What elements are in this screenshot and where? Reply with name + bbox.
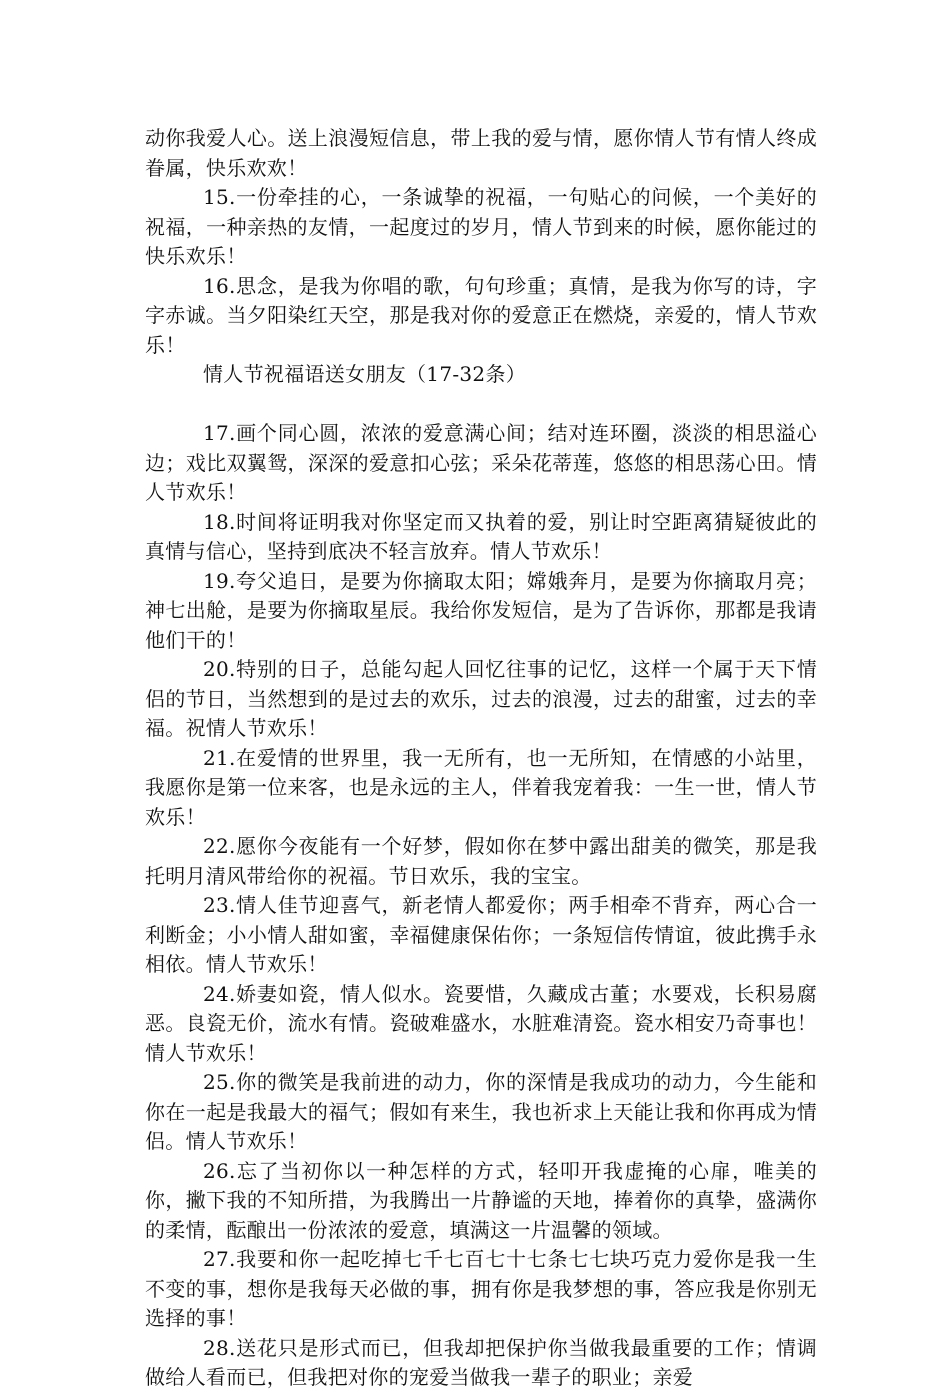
paragraph-item-28: 28.送花只是形式而已，但我却把保护你当做我最重要的工作；情调做给人看而已，但我把对你的宠爱当做我一辈子的职业；亲爱 (145, 1335, 817, 1389)
paragraph-item-20: 20.特别的日子，总能勾起人回忆往事的记忆，这样一个属于天下情侣的节日，当然想到的是过去的欢乐，过去的浪漫，过去的甜蜜，过去的幸福。祝情人节欢乐！ (145, 657, 817, 740)
paragraph-item-26: 26.忘了当初你以一种怎样的方式，轻叩开我虚掩的心扉，唯美的你，撇下我的不知所措，为我腾出一片静谧的天地，捧着你的真挚，盛满你的柔情，酝酿出一份浓浓的爱意，填满这一片温馨的领域。 (145, 1158, 817, 1242)
document-page (145, 124, 817, 1393)
paragraph-item-24: 24.娇妻如瓷，情人似水。瓷要惜，久藏成古董；水要戏，长积易腐恶。良瓷无价，流水有情。瓷破难盛水，水脏难清瓷。瓷水相安乃奇事也！情人节欢乐！ (145, 981, 817, 1065)
paragraph-item-25: 25.你的微笑是我前进的动力，你的深情是我成功的动力，今生能和你在一起是我最大的福气；假如有来生，我也祈求上天能让我和你再成为情侣。情人节欢乐！ (145, 1070, 817, 1153)
section-heading: 情人节祝福语送女朋友（17-32条） (203, 362, 527, 386)
section-spacer (145, 390, 817, 420)
paragraph-item-22: 22.愿你今夜能有一个好梦，假如你在梦中露出甜美的微笑，那是我托明月清风带给你的祝福。节日欢乐，我的宝宝。 (145, 834, 817, 888)
paragraph-item-23: 23.情人佳节迎喜气，新老情人都爱你；两手相牵不背弃，两心合一利断金；小小情人甜如蜜，幸福健康保佑你；一条短信传情谊，彼此携手永相依。情人节欢乐！ (145, 893, 817, 976)
paragraph-item-19: 19.夸父追日，是要为你摘取太阳；嫦娥奔月，是要为你摘取月亮；神七出舱，是要为你摘取星辰。我给你发短信，是为了告诉你，那都是我请他们干的！ (145, 568, 817, 652)
paragraph-item-15: 15.一份牵挂的心，一条诚挚的祝福，一句贴心的问候，一个美好的祝福，一种亲热的友情，一起度过的岁月，情人节到来的时候，愿你能过的快乐欢乐！ (145, 185, 817, 268)
paragraph-item-27: 27.我要和你一起吃掉七千七百七十七条七七块巧克力爱你是我一生不变的事，想你是我每天必做的事，拥有你是我梦想的事，答应我是你别无选择的事！ (145, 1247, 817, 1330)
paragraph-item-21: 21.在爱情的世界里，我一无所有，也一无所知，在情感的小站里，我愿你是第一位来客，也是永远的主人，伴着我宠着我：一生一世，情人节欢乐！ (145, 745, 817, 829)
paragraph-item-17: 17.画个同心圆，浓浓的爱意满心间；结对连环圈，淡淡的相思溢心边；戏比双翼鸳，深深的爱意扣心弦；采朵花蒂莲，悠悠的相思荡心田。情人节欢乐！ (145, 421, 817, 504)
paragraph-continuation: 动你我爱人心。送上浪漫短信息，带上我的爱与情，愿你情人节有情人终成眷属，快乐欢欢！ (145, 126, 817, 180)
paragraph-item-16: 16.思念，是我为你唱的歌，句句珍重；真情，是我为你写的诗，字字赤诚。当夕阳染红天空，那是我对你的爱意正在燃烧，亲爱的，情人节欢乐！ (145, 273, 817, 357)
paragraph-item-18: 18.时间将证明我对你坚定而又执着的爱，别让时空距离猜疑彼此的真情与信心，坚持到底决不轻言放弃。情人节欢乐！ (145, 509, 817, 563)
